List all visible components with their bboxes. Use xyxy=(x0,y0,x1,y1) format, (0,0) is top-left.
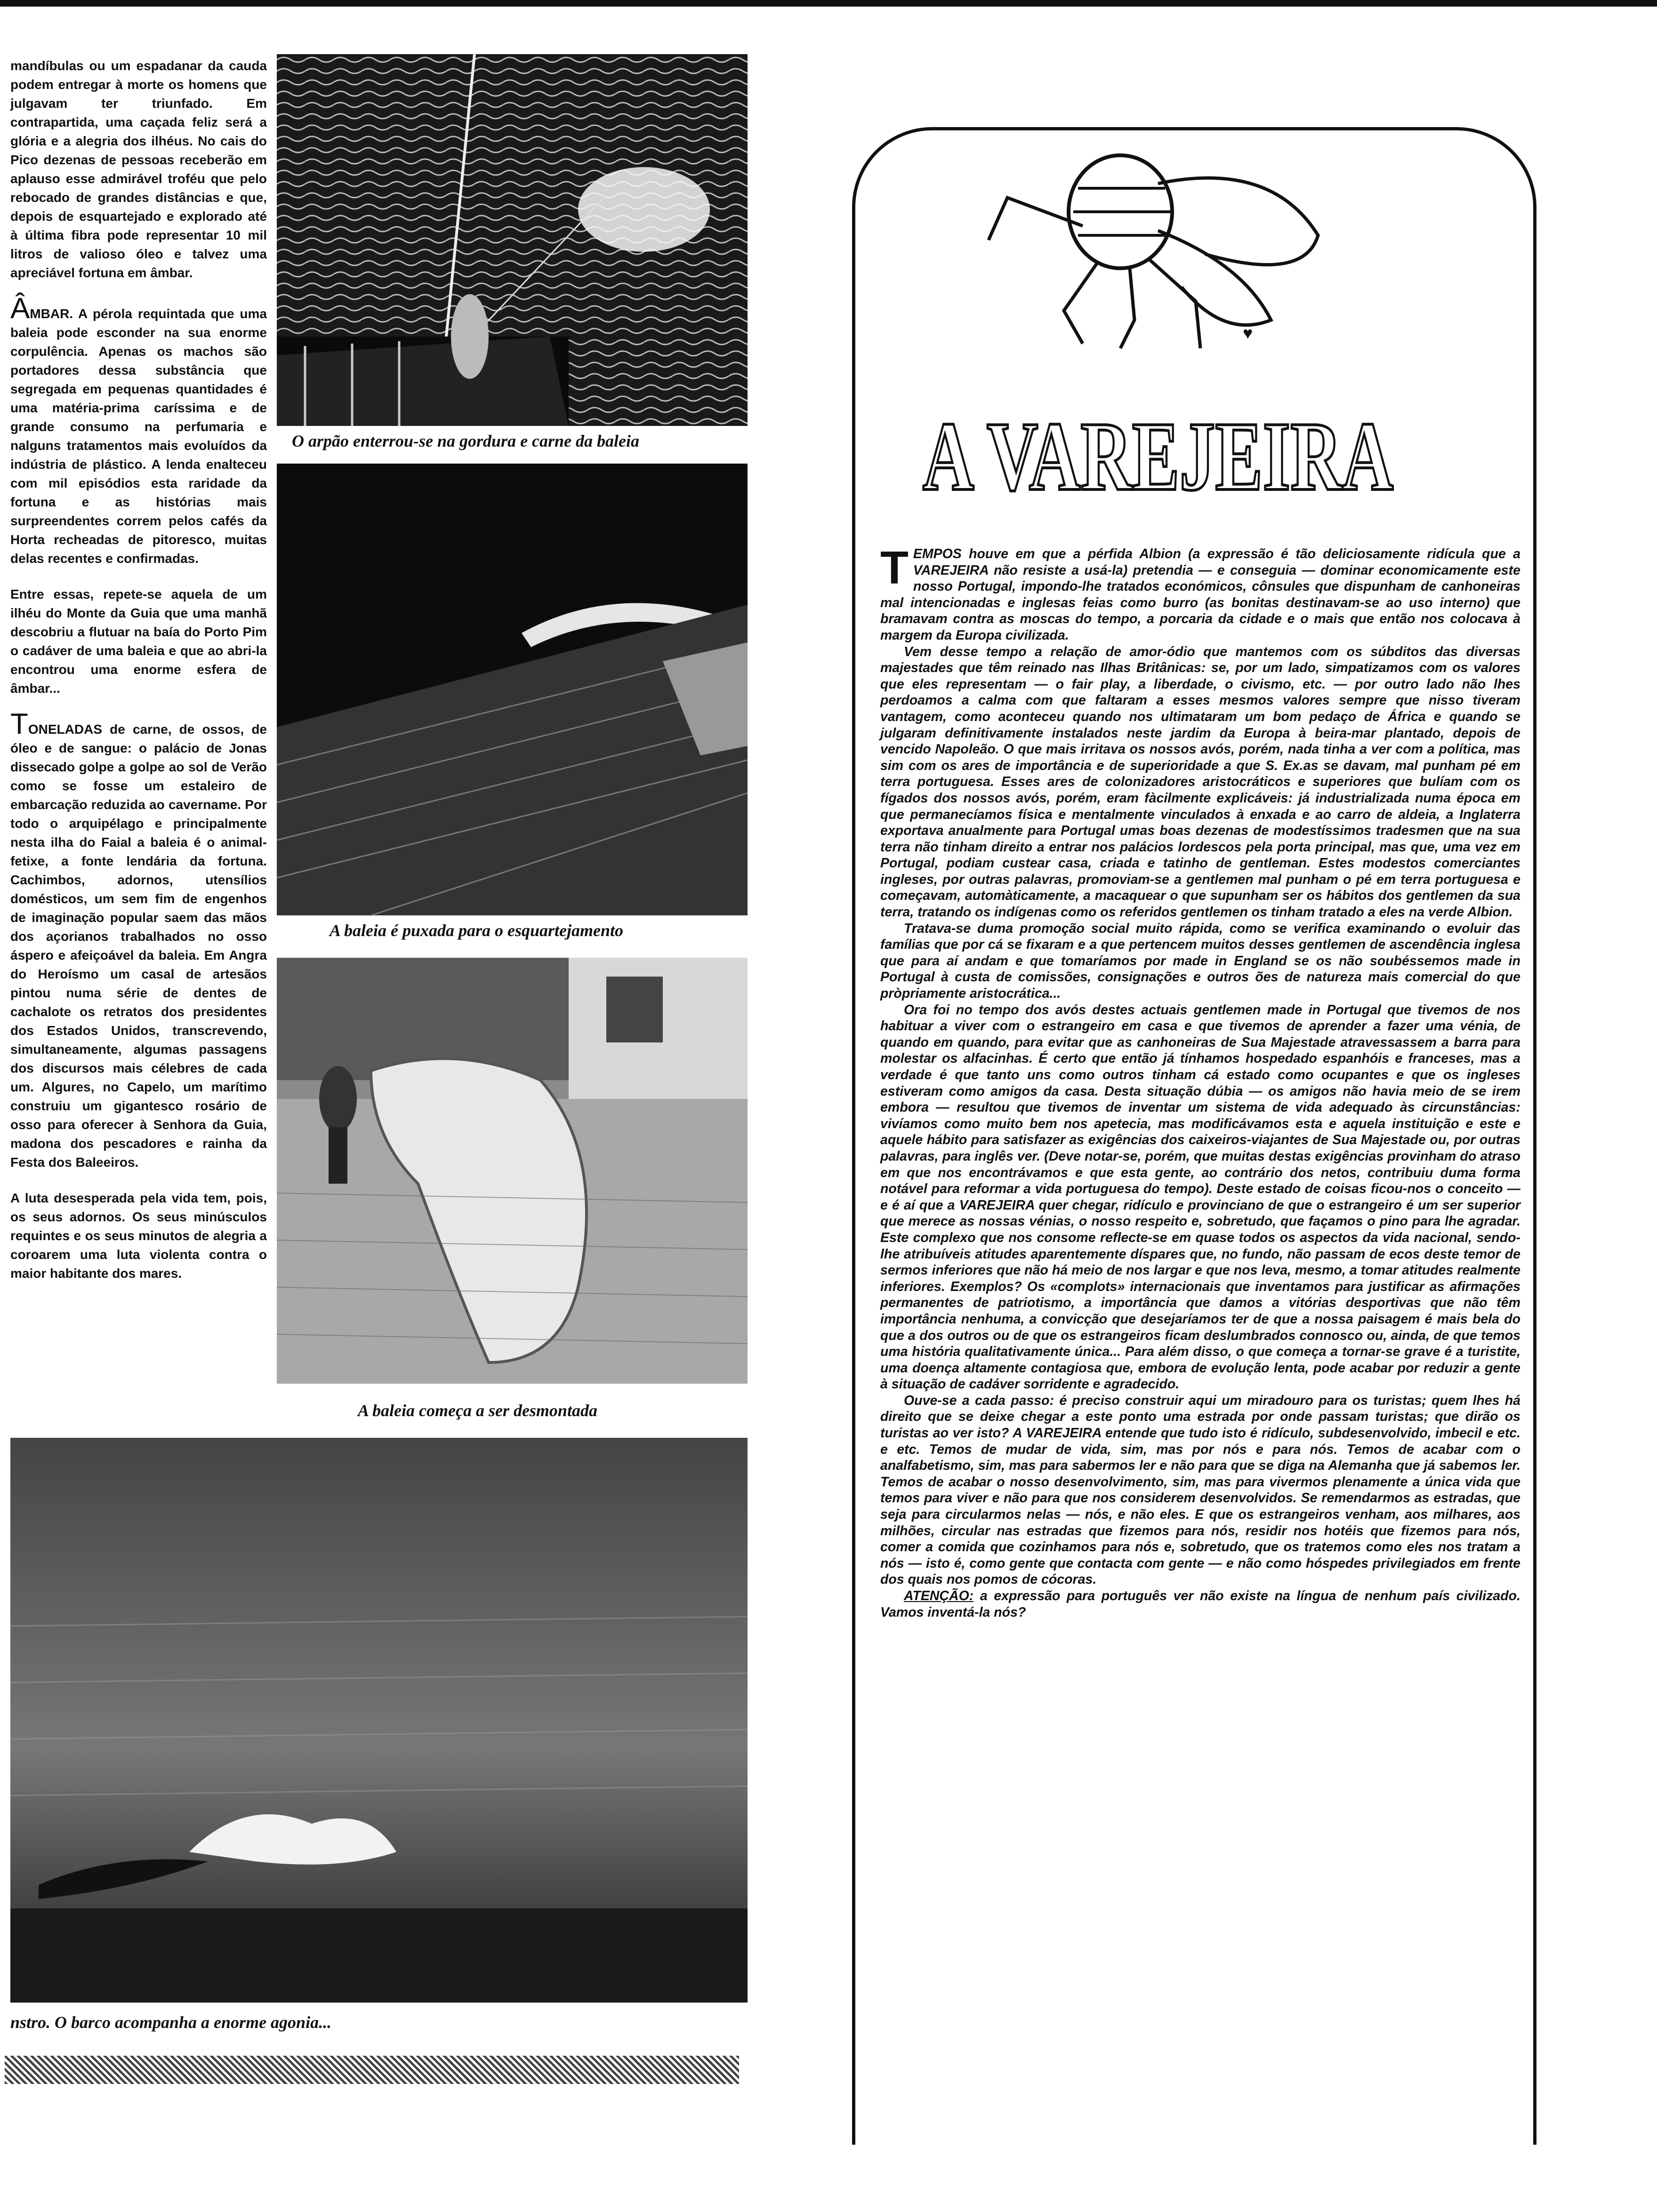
fly-icon xyxy=(979,141,1337,362)
article-paragraph-text: EMPOS houve em que a pérfida Albion (a expressão é tão deliciosamente ridícula que a VAREJEIRA não resiste a usá-la) pretendia — e conseguia — dominar economicamente este nosso Portugal, impondo-lhe tratados económicos, cônsules que dispunham de canhoneiras mal intencionadas e inglesas feias como burro (as bonitas destinavam-se ao uso interno) que bramavam contra as moscas do tempo, a porcaria da cidade e o mais que então nos colocava à margem da Europa civilizada. xyxy=(880,546,1520,643)
photo-caption: A baleia começa a ser desmontada xyxy=(358,1401,597,1420)
drop-cap: Â xyxy=(10,292,30,325)
luta-paragraph: A luta desesperada pela vida tem, pois, os seus adornos. Os seus minúsculos requintes e os seus minutos de alegria a coroarem uma luta violenta contra o maior habitante dos mares. xyxy=(10,1191,267,1281)
top-rule xyxy=(0,0,1657,7)
intro-paragraph: mandíbulas ou um espadanar da cauda podem entregar à morte os homens que julgavam ter triunfado. Em contrapartida, uma caçada feliz será a glória e a alegria dos ilhéus. No cais do Pico dezenas de pessoas receberão em aplauso esse admirável troféu que pelo rebocado de grandes distâncias e que, depois de esquartejado e explorado até à última fibra pode representar 10 mil litros de valioso óleo e talvez uma apreciável fortuna em âmbar. xyxy=(10,58,267,280)
whale-hauled-photo xyxy=(277,464,748,915)
legend-paragraph: Entre essas, repete-se aquela de um ilhéu do Monte da Guia que uma manhã descobriu a flutuar na baía do Porto Pim o cadáver de uma baleia e que ao abri-la encontrou uma enorme esfera de âmbar... xyxy=(10,587,267,696)
attention-text: a expressão para português ver não existe na língua de nenhum país civilizado. Vamos inventá-la nós? xyxy=(880,1588,1520,1620)
ambar-paragraph xyxy=(10,292,267,568)
left-column xyxy=(10,56,267,1459)
column-article xyxy=(880,542,1520,2080)
column-headline xyxy=(923,395,1408,511)
whale-sea-photo xyxy=(10,1438,748,2003)
photo-caption: A baleia é puxada para o esquartejamento xyxy=(330,921,624,940)
article-paragraph: Vem desse tempo a relação de amor-ódio que mantemos com os súbditos das diversas majestades que têm reinado nas Ilhas Britânicas: se, por um lado, simpatizamos com os valores que eles representam — o fair play, a liberdade, o civismo, etc. — por outro lado não lhes perdoamos a calma com que faltaram a esses mesmos valores sempre que nisso tiveram vantagem, como aconteceu quando nos ultimataram um bom pedaço de África e quando se julgaram definitivamente instalados neste jardim da Europa à beira-mar plantado, depois de vencido Napoleão. O que mais irritava os nossos avós, porém, nada tinha a ver com a política, mas sim com os ares de importância e de superioridade a que S. Ex.as se davam, mal punham pé em terra portuguesa. Esses ares de colonizadores aristocráticos e superiores que bulíam com os fígados dos nossos avós, porém, eram fàcilmente explicáveis: já industrializada numa época em que permanecíamos física e mentalmente vinculados à enxada e ao carro de aldeia, a Inglaterra exportava anualmente para Portugal umas boas dezenas de modestíssimos tradesmen que na sua terra não tinham direito a entrar nos palácios lordescos pela porta principal, mas que, uma vez em Portugal, podiam custear casa, criada e tatinho de gentleman. Estes modestos comerciantes ingleses, por outras palavras, promoviam-se a gentlemen mal punham o pé em terra portuguesa e começavam, automàticamente, a macaquear o que supunham ser os hábitos dos gentlemen da sua terra, tratando os indígenas como os referidos gentlemen os tinham tratado a eles na verde Albion. xyxy=(880,644,1520,920)
article-paragraph: Ora foi no tempo dos avós destes actuais gentlemen made in Portugal que tivemos de nos habituar a viver com o estrangeiro em casa e que tivemos de aprender a fazer uma vénia, de quando em quando, para evitar que as canhoneiras de Sua Majestade atravessassem a barra para molestar os alfacinhas. É certo que então já tínhamos hospedado espanhóis e franceses, mas a verdade é que tanto uns como outros tinham cá estado como ocupantes e que os ingleses estiveram como amigos da casa. Desta situação dúbia — os amigos não havia meio de se irem embora — resultou que tivemos de inventar um sistema de vida adequado às circunstâncias: vivíamos como muito bem nos apetecia, mas modificávamos esta e aquela instituição e este e aquele hábito para satisfazer as exigências dos caixeiros-viajantes de Sua Majestade ou, por outras palavras, para inglês ver. (Deve notar-se, porém, que muitas destas exigências provinham do atraso em que nos encontrávamos e que esta gente, ao contrário dos netos, contribuiu duma forma notável para reformar a vida portuguesa do tempo). Deste estado de coisas ficou-nos o conceito — e é aí que a VAREJEIRA quer chegar, ridículo e provinciano de que o estrangeiro é um ser superior que merece as nossas vénias, o nosso respeito e, sobretudo, que façamos o pino para lhe agradar. Este complexo que nos consome reflecte-se em quase todos os aspectos da vida nacional, sendo-lhe atribuíveis atitudes aparentemente díspares que, no fundo, não passam de ecos deste temor de sermos inferiores que não há meio de nos largar e que nos leva, mesmo, a tomar atitudes realmente inferiores. Exemplos? Os «complots» internacionais que inventamos para justificar as afirmações permanentes de patriotismo, a importância que damos a vitórias desportivas que não têm importância nenhuma, a convicção que desejaríamos ter de que a nossa paisagem é mais bela do que a dos outros ou de que os estrangeiros ficam deslumbrados connosco ou, ainda, de que temos uma história qualitativamente única... Para além disso, o que começa a tornar-se grave é a turistite, uma doença altamente contagiosa que, embora de evolução lenta, pode acabar por reduzir a gente à situação de cadáver sorridente e agradecido. xyxy=(880,1002,1520,1392)
article-paragraph: Tratava-se duma promoção social muito rápida, como se verifica examinando o evoluir das famílias que por cá se fixaram e a que pertencem muitos desses gentlemen de ascendência inglesa que para aí andam e que tomaríamos por made in England se os não soubéssemos made in Portugal à custa de comissões, consignações e outros ões de natureza mais comercial do que pròpriamente aristocrática... xyxy=(880,921,1520,1002)
ambar-text: MBAR. A pérola requintada que uma baleia pode esconder na sua enorme corpulência. Apenas os machos são portadores dessa substância que segregada em pequenas quantidades é uma matéria-prima caríssima e de grande consumo na perfumaria e nalguns tratamentos mais evoluídos da indústria de plástico. A lenda enalteceu com mil episódios esta raridade da fortuna e as histórias mais surpreendentes correm pelos cafés da Horta recheadas de pitoresco, muitas delas recentes e confirmadas. xyxy=(10,306,267,566)
harpoon-photo xyxy=(277,54,748,426)
drop-cap: T xyxy=(10,708,28,740)
photo-caption: nstro. O barco acompanha a enorme agonia... xyxy=(10,2013,332,2032)
article-paragraph: Ouve-se a cada passo: é preciso construir aqui um miradouro para os turistas; quem lhes há direito que se deixe chegar a este ponto uma estrada por onde passam turistas; que dirão os turistas ao ver isto? A VAREJEIRA entende que tudo isto é ridículo, subdesenvolvido, imbecil e etc. e etc. Temos de mudar de vida, sim, mas por nós e para nós. Temos de acabar com o analfabetismo, sim, mas para sabermos ler e não para que se diga na Alemanha que já sabemos ler. Temos de acabar o nosso desenvolvimento, sim, mas para vivermos plenamente a única vida que temos para viver e não para que nos considerem desenvolvidos. Se remendarmos as estradas, que seja para circularmos nelas — nós, e não eles. E que os estrangeiros venham, aos milhares, aos milhões, circular nas estradas que fizemos para nós, residir nos hotéis que fizemos para nós, comer a comida que cozinhamos para nós e, sobretudo, que os tratemos como eles nos tratam a nós — isto é, como gente que contacta com gente — e não como hóspedes privilegiados em frente dos quais nos pomos de cócoras. xyxy=(880,1393,1520,1587)
toneladas-paragraph xyxy=(10,708,267,1172)
drop-cap: T xyxy=(880,542,909,593)
hatched-rule xyxy=(5,2056,739,2084)
attention-label: ATENÇÃO: xyxy=(904,1588,974,1603)
whale-dismantled-photo xyxy=(277,958,748,1384)
svg-text:♥: ♥ xyxy=(1243,323,1253,343)
article-paragraph xyxy=(880,1588,1520,1620)
article-paragraph xyxy=(880,542,1520,644)
headline-text: A VAREJEIRA xyxy=(923,402,1393,511)
photo-caption: O arpão enterrou-se na gordura e carne da baleia xyxy=(292,432,640,450)
toneladas-text: ONELADAS de carne, de ossos, de óleo e de sangue: o palácio de Jonas dissecado golpe a golpe ao sol de Verão como se fosse um estaleiro de embarcação reduzida ao cavername. Por todo o arquipélago e principalmente nesta ilha do Faial a baleia é o animal-fetixe, a fonte lendária da fortuna. Cachimbos, adornos, utensílios domésticos, um sem fim de engenhos de imaginação popular saem das mãos dos açorianos trabalhados no osso áspero e afeiçoável da baleia. Em Angra do Heroísmo um casal de artesãos pintou numa série de dentes de cachalote os retratos dos presidentes dos Estados Unidos, transcrevendo, simultaneamente, algumas passagens dos discursos mais célebres de cada um. Algures, no Capelo, um marítimo construiu um gigantesco rosário de osso para oferecer à Senhora da Guia, madona dos pescadores e rainha da Festa dos Baleeiros. xyxy=(10,722,267,1170)
